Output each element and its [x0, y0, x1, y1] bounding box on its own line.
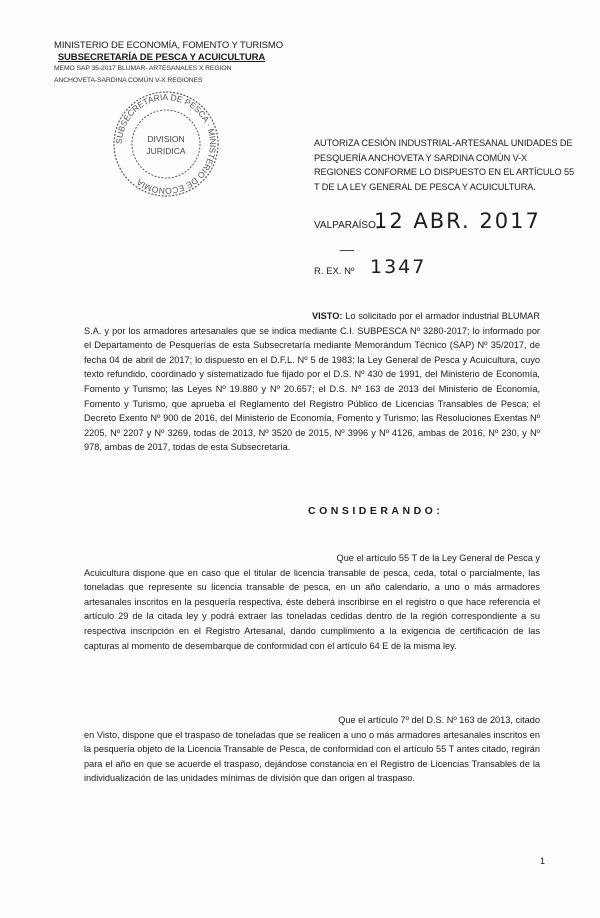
page-number: 1	[540, 856, 546, 866]
paragraph-2-lead: Que el artículo 7º del D.S. Nº 163 de 2013, citado	[338, 715, 540, 725]
species-reference: ANCHOVETA-SARDINA COMÚN V-X REGIONES	[54, 76, 203, 84]
memo-reference: MEMO SAP 35-2017 BLUMAR- ARTESANALES X REGION	[54, 65, 232, 72]
stamp-center-line1: DIVISION	[147, 134, 185, 144]
visto-paragraph	[84, 309, 540, 455]
paragraph-2	[84, 713, 540, 786]
stamp-inner-ring	[132, 110, 200, 178]
division-juridica-stamp	[110, 88, 222, 200]
undersecretary-name: SUBSECRETARÍA DE PESCA Y ACUICULTURA	[57, 51, 266, 63]
paragraph-1-text: Acuicultura dispone que en caso que el titular de licencia transable de pesca, ceda, total o parcialmente, las toneladas que represente su licencia transable de pesca, en un año calendario, a uno o más armadores artesanales inscritos en la pesquería respectiva, éste deberá inscribirse en el registro o que hace referencia el artículo 29 de la citada ley y podrá extraer las toneladas cedidas dentro de la región correspondiente a su respectiva inscripción en el Registro Artesanal, dando cumplimiento a la exigencia de certificación de las capturas al momento de desembarque de conformidad con el artículo 64 E de la misma ley.	[84, 567, 540, 651]
ministry-name: MINISTERIO DE ECONOMÍA, FOMENTO Y TURISMO	[54, 40, 284, 51]
paragraph-2-text: en Visto, dispone que el traspaso de toneladas que se realicen a uno o más armadores artesanales inscritos en la pesquería objeto de la Licencia Transable de Pesca, de conformidad con el artículo 55 T antes citado, regirán para el año en que se acuerde el traspaso, dejándose constancia en el Registro de Licencias Transables de la individualización de las unidades mínimas de división que dan origen al traspaso.	[84, 729, 540, 784]
visto-label: VISTO:	[312, 311, 343, 321]
resolution-title: AUTORIZA CESIÓN INDUSTRIAL-ARTESANAL UNIDADES DE PESQUERÍA ANCHOVETA Y SARDINA COMÚN V-X REGIONES CONFORME LO DISPUESTO EN EL ARTÍCULO 55 T DE LA LEY GENERAL DE PESCA Y ACUICULTURA.	[314, 138, 574, 192]
visto-text: Lo solicitado por el armador industrial BLUMAR S.A. y por los armadores artesanales que se indica mediante C.I. SUBPESCA Nº 3280-2017; lo informado por el Departamento de Pesquerías de esta Subsecretaría mediante Memorándum Técnico (SAP) Nº 35/2017, de fecha 04 de abril de 2017; lo dispuesto en el D.F.L. Nº 5 de 1983; la Ley General de Pesca y Acuicultura, cuyo texto refundido, coordinado y sistematizado fue fijado por el D.S. Nº 430 de 1991, del Ministerio de Economía, Fomento y Turismo; las Leyes Nº 19.880 y Nº 20.657; el D.S. Nº 163 de 2013 del Ministerio de Economía, Fomento y Turismo, que aprueba el Reglamento del Registro Público de Licencias Transables de Pesca; el Decreto Exento Nº 900 de 2016, del Ministerio de Economía, Fomento y Turismo; las Resoluciones Exentas Nº 2205, Nº 2207 y Nº 3269, todas de 2013, Nº 3520 de 2015, Nº 3996 y Nº 4126, ambas de 2016, Nº 230, y Nº 978, ambas de 2017, todas de esta Subsecretaría.	[84, 311, 540, 453]
divider	[340, 250, 354, 251]
stamp-center-line2: JURIDICA	[146, 146, 186, 156]
letterhead	[54, 40, 304, 86]
date-stamp: 12 ABR. 2017	[374, 209, 541, 233]
stamp-ring-text: SUBSECRETARIA DE PESCA · MINISTERIO DE ECONOMIA	[113, 91, 219, 197]
place: VALPARAÍSO,	[314, 220, 379, 231]
resolution-number: 1347	[370, 256, 427, 278]
resolution-label: R. EX. Nº	[314, 266, 355, 277]
paragraph-1	[84, 551, 540, 653]
considerando-heading: CONSIDERANDO:	[308, 505, 444, 517]
paragraph-1-lead: Que el artículo 55 T de la Ley General de Pesca y	[336, 553, 540, 563]
